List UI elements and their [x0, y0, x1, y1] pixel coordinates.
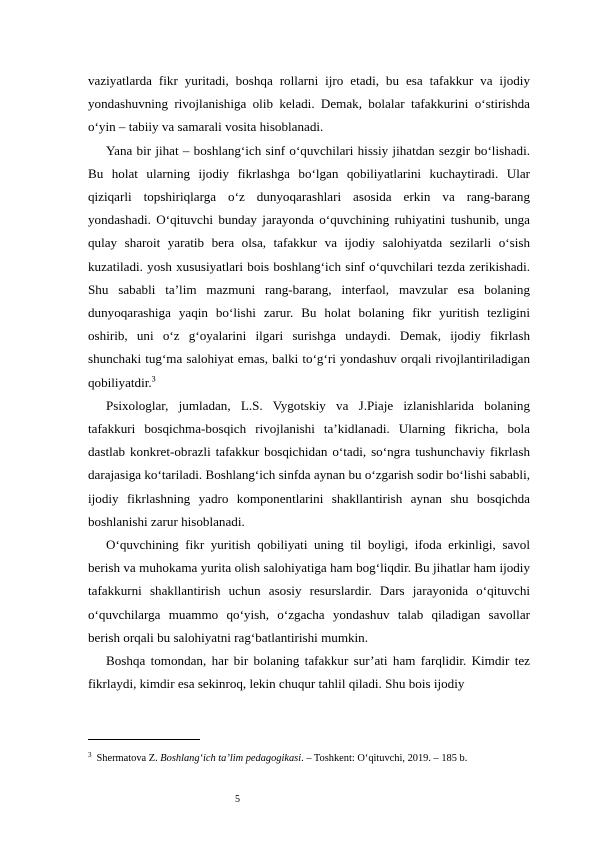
page-number: 5 [235, 794, 240, 805]
paragraph-5: Boshqa tomondan, har bir bolaning tafakkur sur’ati ham farqlidir. Kimdir tez fikrlaydi, kimdir esa sekinroq, lekin chuqur tahlil qiladi. Shu bois ijodiy [88, 653, 530, 692]
paragraph-2-text: Yana bir jihat – boshlang‘ich sinf o‘quvchilari hissiy jihatdan sezgir bo‘lishadi. Bu holat ularning ijodiy fikrlashga bo‘lgan qobiliyatlarini kuchaytiradi. Ular qiziqarli topshiriqlarga o‘z dunyoqarashlari asosida erkin va rang-barang yondashadi. O‘qituvchi bunday jarayonda o‘quvchining ruhiyatini tushunib, unga qulay sharoit yaratib bera olsa, tafakkur va ijodiy salohiyatda sezilarli o‘sish kuzatiladi. yosh xususiyatlari bois boshlang‘ich sinf o‘quvchilari tezda zerikishadi. Shu sababli ta’lim mazmuni rang-barang, interfaol, mavzular esa bolaning dunyoqarashiga yaqin bo‘lishi zarur. Bu holat bolaning fikr yuritish tezligini oshirib, uni o‘z g‘oyalarini ilgari surishga undaydi. Demak, ijodiy fikrlash shunchaki tug‘ma salohiyat emas, balki to‘g‘ri yondashuv orqali rivojlantiriladigan qobiliyatdir. [88, 142, 530, 390]
footnote-divider [88, 739, 200, 740]
paragraph-2 [88, 139, 530, 394]
paragraph-3: Psixologlar, jumladan, L.S. Vygotskiy va J.Piaje izlanishlarida bolaning tafakkuri bosqichma-bosqich rivojlanishi ta’kidlanadi. Ularning fikricha, bola dastlab konkret-obrazli tafakkur bosqichidan o‘tadi, so‘ngra tushunchaviy fikrlash darajasiga ko‘tariladi. Boshlang‘ich sinfda aynan bu o‘zgarish sodir bo‘lishi sababli, ijodiy fikrlashning yadro komponentlarini shakllantirish aynan shu bosqichda boshlanishi zarur hisoblanadi. [88, 397, 530, 529]
footnote-publication: . – Toshkent: O‘qituvchi, 2019. – 185 b. [301, 753, 468, 764]
footnote-title: Boshlang‘ich ta’lim pedagogikasi [160, 753, 302, 764]
paragraph-4: O‘quvchining fikr yuritish qobiliyati uning til boyligi, ifoda erkinligi, savol berish va muhokama yurita olish salohiyatiga ham bog‘liqdir. Bu jihatlar ham ijodiy tafakkurni shakllantirish uchun asosiy resurslardir. Dars jarayonida o‘qituvchi o‘quvchilarga muammo qo‘yish, o‘zgacha yondashuv talab qiladigan savollar berish orqali bu salohiyatni rag‘batlantirishi mumkin. [88, 537, 530, 645]
paragraph-1: vaziyatlarda fikr yuritadi, boshqa rollarni ijro etadi, bu esa tafakkur va ijodiy yondashuvning rivojlanishiga olib keladi. Demak, bolalar tafakkurini o‘stirishda o‘yin – tabiiy va samarali vosita hisoblanadi. [88, 73, 530, 135]
footnote-reference[interactable]: 3 [151, 374, 156, 384]
footnote [88, 752, 538, 766]
footnote-number: 3 [88, 750, 92, 759]
body-text [88, 69, 530, 695]
footnote-author: Shermatova Z. [96, 753, 158, 764]
